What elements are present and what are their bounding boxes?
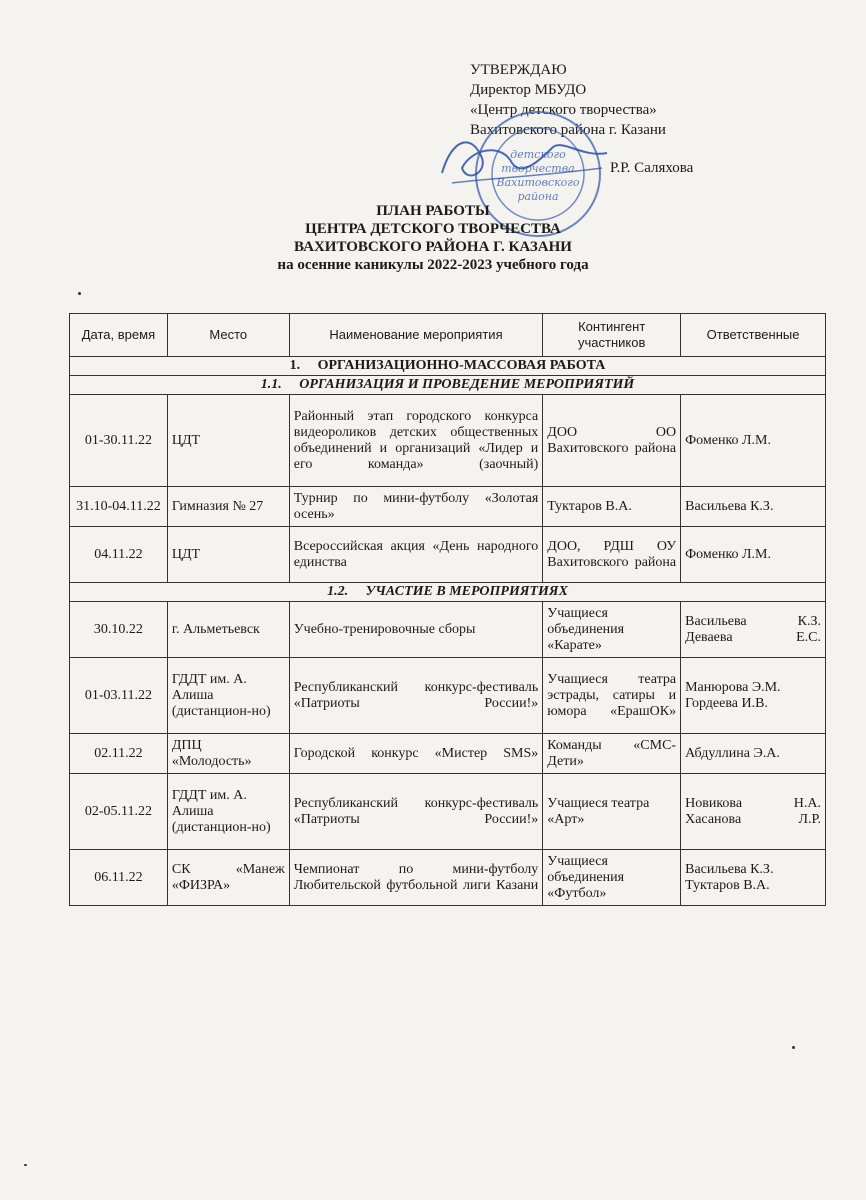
cell-place: ГДДТ им. А. Алиша (дистанцион-но) (167, 658, 289, 734)
cell-place: Гимназия № 27 (167, 487, 289, 527)
header-event: Наименование мероприятия (289, 314, 543, 357)
cell-place: СК «Манеж «ФИЗРА» (167, 850, 289, 906)
header-date: Дата, время (70, 314, 168, 357)
cell-place: ЦДТ (167, 527, 289, 583)
cell-responsible: Манюрова Э.М. Гордеева И.В. (681, 658, 826, 734)
cell-responsible: Васильева К.З. (681, 487, 826, 527)
cell-responsible: Новикова Н.А. Хасанова Л.Р. (681, 774, 826, 850)
cell-responsible: Васильева К.З. Деваева Е.С. (681, 602, 826, 658)
cell-participants: ДОО ОО Вахитовского района (543, 395, 681, 487)
speck-mark (24, 1164, 27, 1166)
cell-participants: Учащиеся объединения «Футбол» (543, 850, 681, 906)
table-row (70, 734, 826, 774)
svg-text:детского: детского (510, 148, 566, 161)
header-responsible: Ответственные (681, 314, 826, 357)
cell-place: ЦДТ (167, 395, 289, 487)
svg-text:творчества: творчества (501, 162, 575, 175)
section-row (70, 357, 826, 376)
table-row (70, 774, 826, 850)
table-header-row (70, 314, 826, 357)
table-row (70, 527, 826, 583)
cell-place: ГДДТ им. А. Алиша (дистанцион-но) (167, 774, 289, 850)
cell-event: Всероссийская акция «День народного единства (289, 527, 543, 583)
approval-position: Директор МБУДО (470, 82, 587, 98)
cell-date: 30.10.22 (70, 602, 168, 658)
speck-mark (792, 1046, 795, 1049)
cell-date: 04.11.22 (70, 527, 168, 583)
signature-icon (432, 128, 612, 198)
cell-place: г. Альметьевск (167, 602, 289, 658)
cell-place: ДПЦ «Молодость» (167, 734, 289, 774)
cell-date: 01-30.11.22 (70, 395, 168, 487)
cell-responsible: Фоменко Л.М. (681, 527, 826, 583)
cell-participants: Учащиеся театра «Арт» (543, 774, 681, 850)
table-row (70, 487, 826, 527)
cell-date: 06.11.22 (70, 850, 168, 906)
plan-table (69, 313, 826, 906)
title-line-3: ВАХИТОВСКОГО РАЙОНА Г. КАЗАНИ (294, 239, 572, 255)
cell-date: 01-03.11.22 (70, 658, 168, 734)
cell-event: Районный этап городского конкурса видеороликов детских общественных объединений и организаций «Лидер и его команда» (заочный) (289, 395, 543, 487)
title-line-4: на осенние каникулы 2022-2023 учебного года (277, 257, 589, 273)
header-place: Место (167, 314, 289, 357)
svg-text:Вахитовского: Вахитовского (496, 176, 580, 189)
cell-responsible: Фоменко Л.М. (681, 395, 826, 487)
cell-event: Чемпионат по мини-футболу Любительской футбольной лиги Казани (289, 850, 543, 906)
cell-event: Республиканский конкурс-фестиваль «Патриоты России!» (289, 658, 543, 734)
table-row (70, 395, 826, 487)
header-participants: Контингент участников (543, 314, 681, 357)
table-row (70, 850, 826, 906)
cell-participants: Учащиеся объединения «Карате» (543, 602, 681, 658)
subsection-title: 1.2. УЧАСТИЕ В МЕРОПРИЯТИЯХ (70, 583, 826, 602)
approval-org: «Центр детского творчества» (470, 102, 657, 118)
cell-event: Турнир по мини-футболу «Золотая осень» (289, 487, 543, 527)
approval-signer: Р.Р. Саляхова (610, 160, 694, 176)
cell-responsible: Васильева К.З. Туктаров В.А. (681, 850, 826, 906)
cell-event: Республиканский конкурс-фестиваль «Патриоты России!» (289, 774, 543, 850)
cell-event: Городской конкурс «Мистер SMS» (289, 734, 543, 774)
title-line-2: ЦЕНТРА ДЕТСКОГО ТВОРЧЕСТВА (305, 221, 561, 237)
cell-participants: Туктаров В.А. (543, 487, 681, 527)
cell-event: Учебно-тренировочные сборы (289, 602, 543, 658)
subsection-title: 1.1. ОРГАНИЗАЦИЯ И ПРОВЕДЕНИЕ МЕРОПРИЯТИЙ (70, 376, 826, 395)
document-title (0, 202, 866, 274)
cell-responsible: Абдуллина Э.А. (681, 734, 826, 774)
subsection-row (70, 583, 826, 602)
cell-participants: Учащиеся театра эстрады, сатиры и юмора «ЕрашОК» (543, 658, 681, 734)
cell-date: 02.11.22 (70, 734, 168, 774)
section-title: 1. ОРГАНИЗАЦИОННО-МАССОВАЯ РАБОТА (70, 357, 826, 376)
cell-participants: ДОО, РДШ ОУ Вахитовского района (543, 527, 681, 583)
table-row (70, 602, 826, 658)
approval-district: Вахитовского района г. Казани (470, 122, 666, 138)
cell-date: 02-05.11.22 (70, 774, 168, 850)
cell-participants: Команды «СМС-Дети» (543, 734, 681, 774)
table-row (70, 658, 826, 734)
subsection-row (70, 376, 826, 395)
approval-heading: УТВЕРЖДАЮ (470, 62, 567, 78)
title-line-1: ПЛАН РАБОТЫ (376, 203, 490, 219)
cell-date: 31.10-04.11.22 (70, 487, 168, 527)
speck-mark (78, 292, 81, 295)
svg-text:района: района (517, 190, 559, 203)
